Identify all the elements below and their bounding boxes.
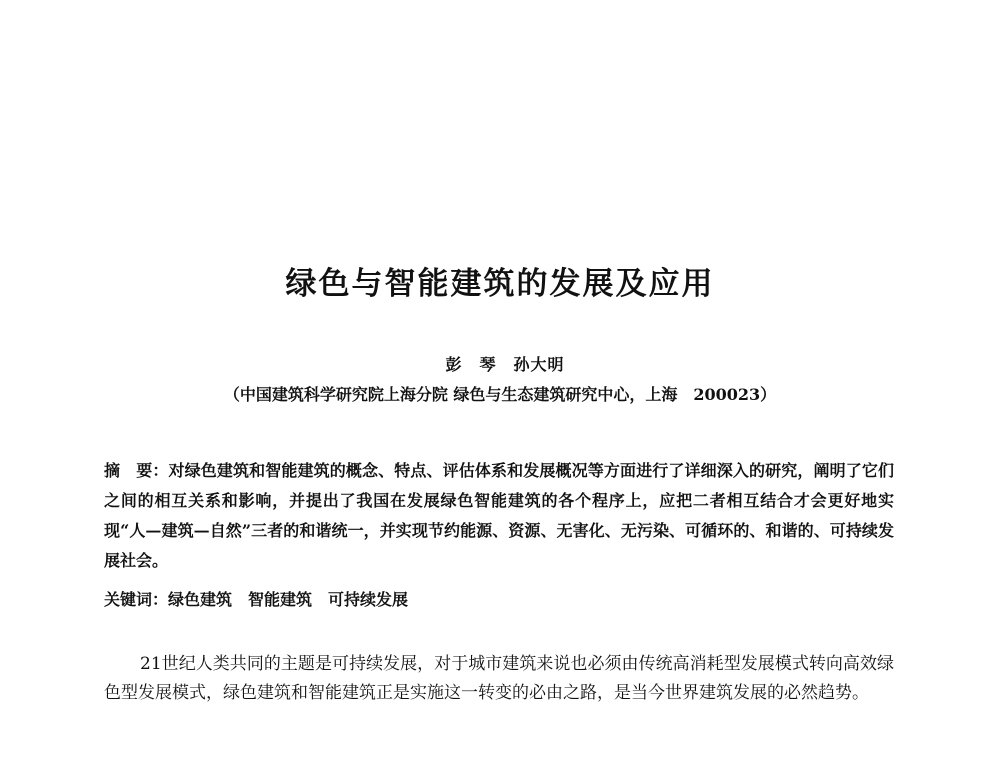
affiliation: （中国建筑科学研究院上海分院 绿色与生态建筑研究中心，上海 200023） bbox=[223, 385, 777, 404]
keywords bbox=[104, 588, 894, 612]
authors: 彭 琴 孙大明 bbox=[445, 355, 565, 374]
paper-title: 绿色与智能建筑的发展及应用 bbox=[285, 266, 715, 302]
keywords-text: 绿色建筑 智能建筑 可持续发展 bbox=[168, 590, 409, 609]
keywords-label: 关键词： bbox=[104, 590, 169, 609]
abstract bbox=[104, 456, 894, 576]
abstract-label: 摘 要： bbox=[104, 461, 169, 480]
body-paragraph: 21世纪人类共同的主题是可持续发展，对于城市建筑来说也必须由传统高消耗型发展模式转向高效绿色型发展模式，绿色建筑和智能建筑正是实施这一转变的必由之路，是当今世界建筑发展的必然趋势。 bbox=[104, 654, 894, 703]
abstract-text: 对绿色建筑和智能建筑的概念、特点、评估体系和发展概况等方面进行了详细深入的研究，阐明了它们之间的相互关系和影响，并提出了我国在发展绿色智能建筑的各个程序上，应把二者相互结合才会更好地实现“人—建筑—自然”三者的和谐统一，并实现节约能源、资源、无害化、无污染、可循环的、和谐的、可持续发展社会。 bbox=[104, 461, 894, 570]
